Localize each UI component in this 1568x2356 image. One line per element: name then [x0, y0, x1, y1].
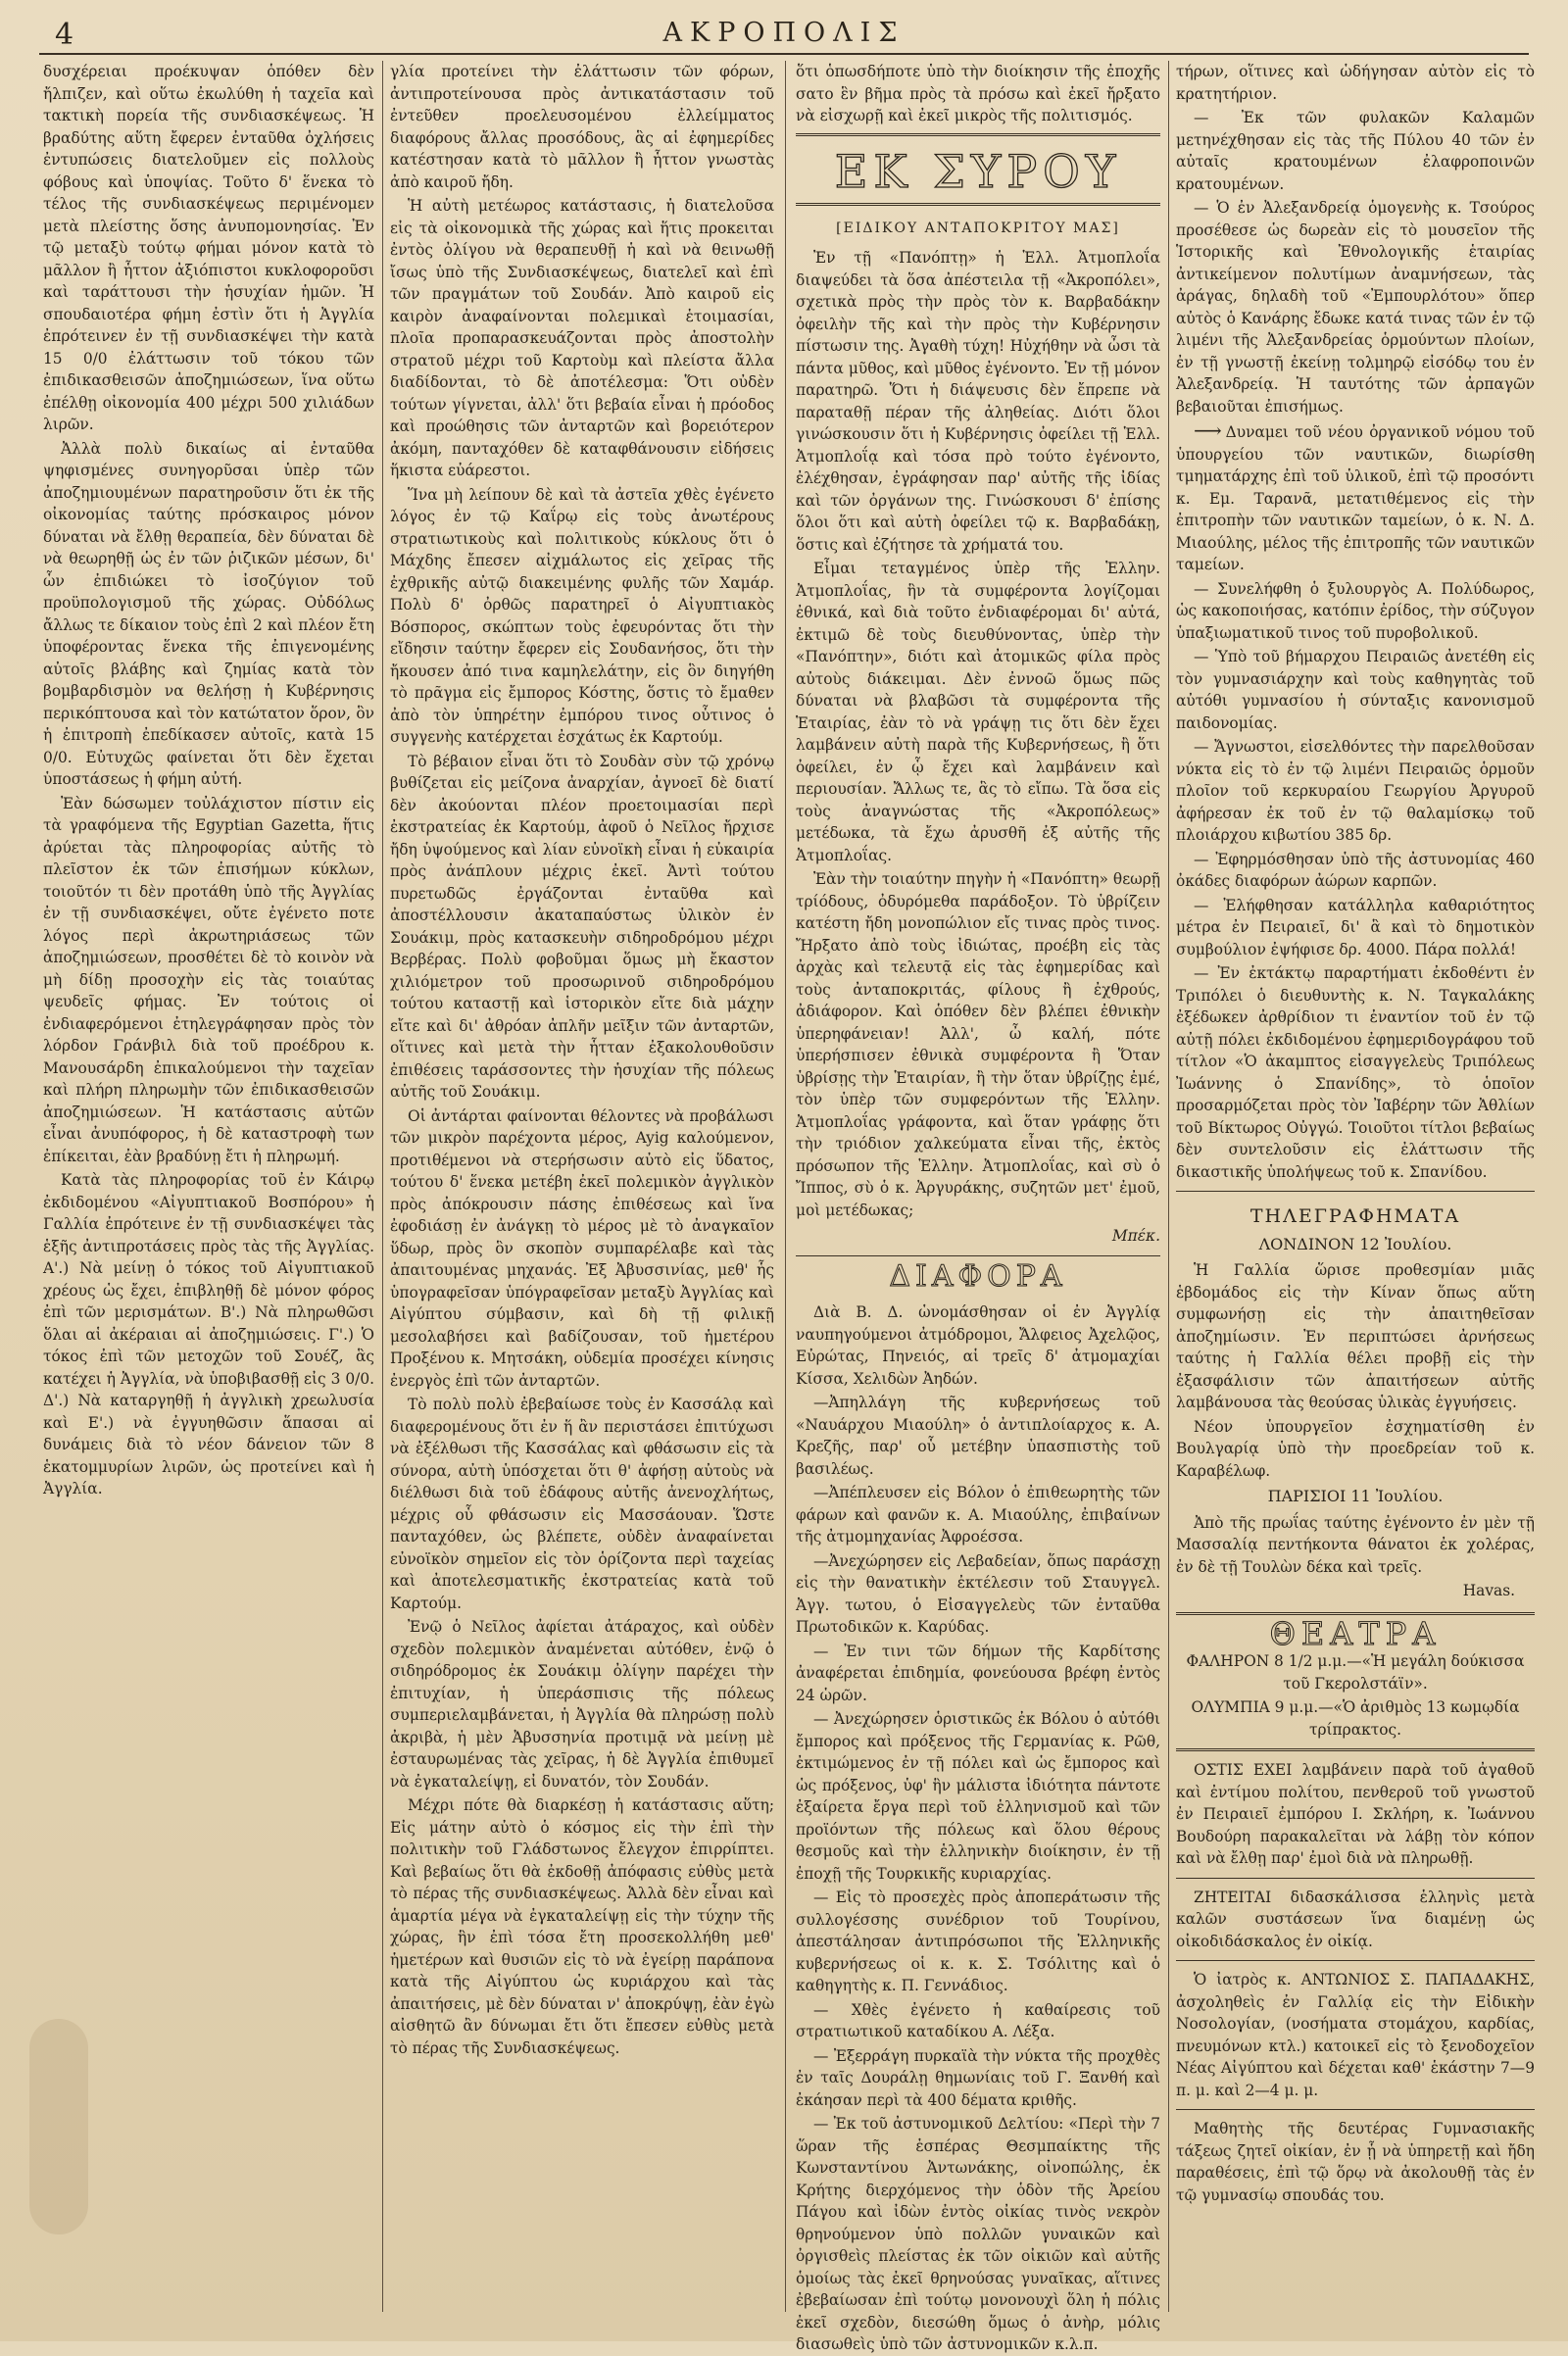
telegram-text: Ἀπὸ τῆς πρωΐας ταύτης ἐγένοντο ἐν μὲν τῇ Μασσαλίᾳ πεντήκοντα θάνατοι ἐκ χολέρας, ἐν δὲ τῇ Τουλὼν δέκα καὶ τρεῖς. — [1176, 1513, 1535, 1576]
news-brief: — Ἐλήφθησαν κατάλληλα καθαριότητος μέτρα ἐν Πειραιεῖ, δι' ἃ καὶ τὸ δημοτικὸν συμβούλιον ἐψήφισε δρ. 4000. Πάρα πολλά! — [1176, 896, 1535, 958]
article-paragraph: δυσχέρειαι προέκυψαν ὁπόθεν δὲν ἤλπιζεν, καὶ οὕτω ἐκωλύθη ἡ ταχεῖα καὶ τακτικὴ πορεία τῆς συνδιασκέψεως. Ἡ βραδύτης αὕτη ἔφερεν ἐνταῦθα ὀχλήσεις ἐντυπώσεις διατελοῦμεν εἰς πολλοὺς φόβους καὶ ὑποψίας. Τοῦτο δ' ἕνεκα τὸ τέλος τῆς συνδιασκέψεως περιμένομεν μετὰ πλείστης ὅσης ἀνυπομονησίας. Ἐν τῷ μεταξὺ τούτῳ φήμαι μόνον κατὰ τὸ μᾶλλον ἢ ἧττον ἀξιόπιστοι κυκλοφοροῦσι καὶ ταράττουσι τὴν ἡσυχίαν ἡμῶν. Ἡ σπουδαιοτέρα φήμη ἐστὶν ὅτι ἡ Ἀγγλία ἐπρότεινεν ἐν τῇ συνδιασκέψει τὴν κατὰ 15 0/0 ἐλάττωσιν τοῦ τόκου τῶν ἐπιδικασθεισῶν ἀποζημιώσεων, ἵνα οὕτω ἐπέλθῃ οἰκονομία 400 μέχρι 500 χιλιάδων λιρῶν. — [43, 63, 374, 433]
article-paragraph: Μέχρι πότε θὰ διαρκέσῃ ἡ κατάστασις αὕτη; Εἰς μάτην αὐτὸ ὁ κόσμος εἰς τὴν ἐπὶ τὴν πολιτικὴν τοῦ Γλάδστωνος ἔλεγχον ἐπιρρίπτει. Καὶ βεβαίως ὅτι θὰ ἐκδοθῇ ἀπόφασις εὐθὺς μετὰ τὸ πέρας τῆς συνδιασκέψεως. Ἀλλὰ δὲν εἶναι καὶ ἁμαρτία μέγα νὰ ἐγκαταλείψῃ εἰς τὴν τύχην τῆς χώρας, ἣν ἐπὶ τόσα ἔτη προσεκολλήθη μεθ' ἡμετέρων καὶ θυσιῶν εἰς τὸ νὰ ἐγείρῃ παράπονα κατὰ τῆς Αἰγύπτου ὡς κυριάρχου καὶ τὰς ἀπαιτήσεις, μὲ δὲν δύναται ν' ἀποκρύψῃ, ἐὰν ἐγὼ αἰσθητῶ ἂν δύνωμαι ἔτι ὅτι ἔπεσεν εὐθὺς μετὰ τὸ πέρας τῆς Συνδιασκέψεως. — [390, 1796, 774, 2057]
column-rule — [785, 61, 786, 2312]
correspondent-signoff: Μπέκ. — [1111, 1227, 1160, 1245]
article-paragraph: Ἐνῷ ὁ Νεῖλος ἀφίεται ἀτάραχος, καὶ οὐδὲν σχεδὸν πολεμικὸν ἀναμένεται αὐτόθεν, ἐνῷ ὁ σιδηρόδρομος ἐκ Σουάκιμ ὀλίγην παρέχει τὴν ἐπιτυχίαν, ἡ ὑπεράσπισις τῆς πόλεως συμπεριελαμβάνεται, ἡ Ἀγγλία θὰ πληρώσῃ πολὺ ἀκριβὰ, ἡ μὲν Ἀβυσσηνία προτιμᾷ νὰ μείνῃ μὲ ἐσταυρωμένας τὰς χεῖρας, ἡ δὲ Ἀγγλία ἐπιθυμεῖ νὰ ἐγκαταλείψῃ, εἰ δυνατόν, τὸν Σουδάν. — [390, 1618, 774, 1791]
news-brief: Διὰ Β. Δ. ὡνομάσθησαν οἱ ἐν Ἀγγλίᾳ ναυπηγούμενοι ἀτμόδρομοι, Ἄλφειος Ἀχελῷος, Εὐρώτας, Πηνειός, αἱ τρεῖς δ' ἀτμομαχίαι Κίσσα, Χελιδὼν Ἀηδών. — [796, 1303, 1160, 1388]
news-brief: — Συνελήφθη ὁ ξυλουργὸς Α. Πολύδωρος, ὡς κακοποιήσας, κατόπιν ἐρίδος, τὴν σύζυγον ὑπαξιωματικοῦ τινος τοῦ πυροβολικοῦ. — [1176, 579, 1535, 642]
column-rule — [382, 61, 383, 2312]
news-brief: — Εἰς τὸ προσεχὲς πρὸς ἀποπεράτωσιν τῆς συλλογέσσης συνέδριον τοῦ Τουρίνου, ἀπεστάλησαν ἀντιπρόσωποι τῆς Ἑλληνικῆς κυβερνήσεως οἱ κ. κ. Σ. Τσόλιτης καὶ ὁ καθηγητὴς κ. Π. Γεννάδιος. — [796, 1889, 1160, 1994]
article-paragraph: ὅτι ὁπωσδήποτε ὑπὸ τὴν διοίκησιν τῆς ἐποχῆς σατο ἓν βῆμα πρὸς τὰ πρόσω καὶ ἐκεῖ ἤρξατο νὰ εἰσχωρῇ καὶ ἐκεῖ μικρὸς τῆς πολιτισμός. — [796, 63, 1160, 124]
diafora-header — [796, 1258, 1160, 1294]
telegram-text: Ἡ Γαλλία ὥρισε προθεσμίαν μιᾶς ἑβδομάδος εἰς τὴν Κίναν ὅπως αὕτη συμφωνήσῃ εἰς τὴν ἀπαιτηθεῖσαν ἀποζημίωσιν. Ἐν περιπτώσει ἀρνήσεως ταύτης ἡ Γαλλία θέλει προβῇ εἰς τὴν ἐξασφάλισιν τῶν ἀπαιτήσεων αὐτῆς λαμβάνουσα τὰς θεούσας ὑλικὰς ἐγγυήσεις. — [1176, 1261, 1535, 1411]
article-paragraph: Ἐν τῇ «Πανόπτῃ» ἡ Ἑλλ. Ἀτμοπλοΐα διαψεύδει τὰ ὅσα ἀπέστειλα τῇ «Ἀκροπόλει», σχετικὰ πρὸς τὴν πρὸς τὸν κ. Βαρβαδάκην ὀφειλὴν τῆς καὶ τὴν πρὸς τὴν Κυβέρνησιν πίστωσιν της. Ἀγαθὴ τύχη! Ηὐχήθην νὰ ὦσι τὰ πάντα μῦθος, καὶ μῦθος ἐγένοντο. Ἐν τῇ μόνον παρατηρῶ. Ὅτι ἡ διάψευσις δὲν ἔπρεπε νὰ παραταθῇ πέραν τῆς ἀληθείας. Διότι ὅλοι γινώσκουσιν ὅτι ἡ Κυβέρνησις ὀφείλει τῇ Ἑλλ. Ἀτμοπλοΐᾳ καὶ τόσα πρὸ τούτο ἐγένοντο, ἐλέχθησαν, ἐγράφησαν παρ' αὐτῆς τῆς ἰδίας καὶ τῶν ὀργάνων της. Γινώσκουσι δ' ἐπίσης ὅλοι ὅτι καὶ αὐτὴ ὀφείλει τῷ κ. Βαρβαδάκῃ, ὅστις καὶ ἐζήτησε τὰ χρήματά του. — [796, 249, 1160, 554]
article-paragraph: Κατὰ τὰς πληροφορίας τοῦ ἐν Κάιρῳ ἐκδιδομένου «Αἰγυπτιακοῦ Βοσπόρου» ἡ Γαλλία ἐπρότεινε ἐν τῇ συνδιασκέψει τὰς ἑξῆς ἀντιπροτάσεις πρὸς τὰς τῆς Ἀγγλίας. Α'.) Νὰ μείνῃ ὁ τόκος τοῦ Αἰγυπτιακοῦ χρέους ὡς ἔχει, ἐπιβληθῇ δὲ μόνον φόρος ἐπὶ τῶν μερισμάτων. Β'.) Νὰ πληρωθῶσι ὅλαι αἱ ἀκέραιαι αἱ ἀποζημιώσεις. Γ'.) Ὁ τόκος ἐπὶ τῶν μετοχῶν τοῦ Σουέζ, ἃς κατέχει ἡ Ἀγγλία, νὰ ὑποβιβασθῇ εἰς 3 0/0. Δ'.) Νὰ καταργηθῇ ἡ ἀγγλικὴ χρεωλυσία καὶ Ε'.) νὰ ἐγγυηθῶσιν ἅπασαι αἱ δυνάμεις διὰ τὸ νέον δάνειον τῶν 8 ἑκατομμυρίων λιρῶν, ὡς προτείνει καὶ ἡ Ἀγγλία. — [43, 1171, 374, 1497]
classified-ad: ΟΣΤΙΣ ΕΧΕΙ λαμβάνειν παρὰ τοῦ ἀγαθοῦ καὶ ἐντίμου πολίτου, πενθεροῦ τοῦ γνωστοῦ ἐν Πειραιεῖ ἐμπόρου Ι. Σκλήρη, κ. Ἰωάννου Βουδούρη παρακαλεῖται νὰ λάβῃ τὸν κόπον καὶ νὰ ἔλθῃ παρ' ἐμοὶ διὰ νὰ πληρωθῇ. — [1176, 1761, 1535, 1867]
news-brief: — Ἄγνωστοι, εἰσελθόντες τὴν παρελθοῦσαν νύκτα εἰς τὸ ἐν τῷ λιμένι Πειραιῶς ὁρμοῦν πλοῖον τοῦ κερκυραίου Γεωργίου Ἀργυροῦ ἀφήρεσαν ἐκ τοῦ ἐν τῷ θαλαμίσκῳ τοῦ πλοιάρχου κιβωτίου 385 δρ. — [1176, 738, 1535, 844]
theatre-title: ΘΕΑΤΡΑ — [1269, 1614, 1442, 1652]
news-brief: —Ἀπέπλευσεν εἰς Βόλον ὁ ἐπιθεωρητὴς τῶν φάρων καὶ φανῶν κ. Α. Μιαούλης, ἐπιβαίνων τῆς ἀτμομηχανίας Ἀφροέσσα. — [796, 1484, 1160, 1546]
article-paragraph: Τὸ βέβαιον εἶναι ὅτι τὸ Σουδὰν σὺν τῷ χρόνῳ βυθίζεται εἰς μείζονα ἀναρχίαν, ἀγνοεῖ δὲ διατί δὲν ἀκούονται πλέον προετοιμασίαι περὶ ἐκστρατείας ἐκ Καρτούμ, ἀφοῦ ὁ Νεῖλος ἤρχισε ἤδη ὑψούμενος καὶ λίαν εὐνοϊκὴ εἶναι ἡ εὐκαιρία πρὸς ἀνάπλουν μέχρις ἐκεῖ. Ἀντὶ τούτου πυρετωδῶς ἐργάζονται ἐνταῦθα καὶ ἀποστέλλουσιν ἀκαταπαύστως ὑλικὸν ἐν Σουάκιμ, πρὸς κατασκευὴν σιδηροδρόμου μέχρι Βερβέρας. Πολὺ φοβοῦμαι ὅμως μὴ ἔκαστον χιλιόμετρον τοῦ προσωρινοῦ σιδηροδρόμου τούτου καταστῇ καὶ ἱστορικὸν εἴτε διὰ μάχην εἴτε καὶ δι' ἀθρόαν ἀπλῆν μεῖξιν τῶν ἀνταρτῶν, οἵτινες καὶ μετὰ τὴν ἧτταν ἐξακολουθοῦσιν ἐπιθέσεις ταράσσοντες τὴν ἡσυχίαν τῆς πόλεως αὐτῆς τοῦ Σουάκιμ. — [390, 752, 774, 1101]
classified-ad: Ὁ ἰατρὸς κ. ΑΝΤΩΝΙΟΣ Σ. ΠΑΠΑΔΑΚΗΣ, ἀσχοληθεὶς ἐν Γαλλίᾳ εἰς τὴν Εἰδικὴν Νοσολογίαν, (νοσήματα στομάχου, καρδίας, πνευμόνων κτλ.) κατοικεῖ εἰς τὸ ξενοδοχεῖον Νέας Αἰγύπτου καὶ δέχεται καθ' ἑκάστην 7—9 π. μ. καὶ 2—4 μ. μ. — [1176, 1971, 1535, 2099]
theatre-listing: ΦΑΛΗΡΟΝ 8 1/2 μ.μ.—«Ἡ μεγάλη δούκισσα τοῦ Γκερολστάϊν». — [1186, 1652, 1525, 1693]
article-paragraph: γλία προτείνει τὴν ἐλάττωσιν τῶν φόρων, ἀντιπροτείνουσα πρὸς ἀντικατάστασιν τοῦ ἐντεῦθεν προελευσομένου ἐλλείμματος διαφόρους ἄλλας προσόδους, ἃς αἱ ἐφημερίδες κατέστησαν κατὰ τὸ μᾶλλον ἢ ἧττον γνωστὰς ἀπὸ καιροῦ ἤδη. — [390, 63, 774, 191]
article-paragraph: Εἶμαι τεταγμένος ὑπὲρ τῆς Ἑλλην. Ἀτμοπλοΐας, ἣν τὰ συμφέροντα λογίζομαι ἐθνικά, καὶ διὰ τοῦτο ἐνδιαφέρομαι δι' αὐτά, ἐκτιμῶ δὲ τοὺς διευθύνοντας, ὑπὲρ τὴν «Πανόπτην», διότι καὶ ἀτομικῶς φίλα πρὸς αὐτοὺς διάκειμαι. Δὲν ἐννοῶ ὅμως πῶς δύναται νὰ βλαβῶσι τὰ συμφέροντα τῆς Ἑταιρίας, ἐὰν τὸ νὰ γράψῃ τις ὅτι δὲν ἔχει λαμβάνειν αὐτὴ παρὰ τῆς Κυβερνήσεως, ἢ ὅτι ὀφείλει, ἐν ᾧ ἔχει καὶ λαμβάνειν καὶ περιουσίαν. Ἄλλως τε, ἃς τὸ εἴπω. Τὰ ὅσα εἰς τοὺς ἀναγνώστας τῆς «Ἀκροπόλεως» μετέδωκα, τὰ ἔχω ἀρυσθῆ ἐξ αὐτῆς τῆς Ἀτμοπλοΐας. — [796, 560, 1160, 864]
page-header — [39, 12, 1529, 55]
article-paragraph: Ἐὰν δώσωμεν τοὐλάχιστον πίστιν εἰς τὰ γραφόμενα τῆς Egyptian Gazetta, ἥτις ἀρύεται τὰς πληροφορίας αὐτῆς τὸ πλεῖστον ἐκ τῶν ἐπισήμων κύκλων, τοιοῦτόν τι δὲν προτάθη ὑπὸ τῆς Ἀγγλίας ἐν τῇ συνδιασκέψει, οὔτε ἐγένετο ποτε λόγος περὶ ἀκρωτηριάσεως τῶν ἀποζημιώσεων, προσθέτει δὲ τὸ κοινὸν νὰ μὴ δίδῃ προσοχὴν εἰς τὰς τοιαύτας ψευδεῖς φήμας. Ἐν τούτοις οἱ ἐνδιαφερόμενοι ἐτηλεγράφησαν πρὸς τὸν λόρδον Γράνβιλ διὰ τοῦ προέδρου κ. Μανουσάρδη ἐπικαλούμενοι τὴν ταχεῖαν καὶ πλήρη πληρωμὴν τῶν ἐπιδικασθεισῶν ἀποζημιώσεων. Ἡ κατάστασις αὐτῶν εἶναι ἀνυπόφορος, ἡ δὲ καταστροφὴ των ἐπίκειται, ἐὰν βραδύνῃ ἔτι ἡ πληρωμή. — [43, 794, 374, 1165]
news-brief: — Ἐκ τῶν φυλακῶν Καλαμῶν μετηνέχθησαν εἰς τὰς τῆς Πύλου 40 τῶν ἐν αὐταῖς κρατουμένων ἐλαφροποινῶν κρατουμένων. — [1176, 109, 1535, 193]
divider — [1176, 1960, 1535, 1961]
section-subtitle: [ΕΙΔΙΚΟΥ ΑΝΤΑΠΟΚΡΙΤΟΥ ΜΑΣ] — [836, 220, 1120, 236]
article-paragraph: Ἀλλὰ πολὺ δικαίως αἱ ἐνταῦθα ψηφισμένες συνηγορῦσαι ὑπὲρ τῶν ἀποζημιουμένων παρατηροῦσιν ὅτι ἐκ τῆς οἰκονομίας ταύτης πρόσκαιρος μόνον δύναται νὰ ἔλθῃ θεραπεία, δὲν δύναται δὲ νὰ θεωρηθῇ ὡς ἐν τῶν ῥιζικῶν μέσων, δι' ὧν ἐπιδιώκει τὸ ἰσοζύγιον τοῦ προϋπολογισμοῦ τῆς χώρας. Οὐδόλως ἄλλως τε δίκαιον τοὺς ἐπὶ 2 καὶ πλέον ἔτη ὑποφέροντας ἕνεκα τῆς ἐπιγενομένης αὐτοῖς βλάβης καὶ ζημίας κατὰ τὸν βομβαρδισμὸν να θελήσῃ ἡ Κυβέρνησις περικόπτουσα καὶ τὸν κατώτατον ὅρον, ὃν ἡ ἐπιτροπὴ ἐπεδίκασεν αὐτοῖς, κατὰ 15 0/0. Εὐτυχῶς φαίνεται ὅτι δὲν ἔχεται ὑποστάσεως ἡ φήμη αὐτή. — [43, 439, 374, 788]
divider — [1176, 1191, 1535, 1192]
page-number: 4 — [55, 18, 74, 52]
article-paragraph: Ἵνα μὴ λείπουν δὲ καὶ τὰ ἀστεῖα χθὲς ἐγένετο λόγος ἐν τῷ Καΐρῳ εἰς τοὺς ἀνωτέρους στρατιωτικοὺς καὶ πολιτικοὺς κύκλους ὅτι ὁ Μάχδης ἔπεσεν αἰχμάλωτος εἰς χεῖρας τῆς ἐχθρικῆς αὐτῷ διακειμένης φυλῆς τῶν Χαμάρ. Πολὺ δ' ὀρθῶς παρατηρεῖ ὁ Αἰγυπτιακὸς Βόσπορος, σκώπτων τοὺς ἐφευρόντας ὅτι τὴν εἴδησιν ταύτην ἔφερεν εἰς Σουδανήσος, ὅτι τὴν ἤκουσεν ἀπό τινα καμηλελάτην, εἰς ὃν διηγήθη τὸ πρᾶγμα εἰς ἔμπορος Κόστης, ὅστις τὸ ἔμαθεν ἀπὸ τὸν ὑπηρέτην ἐμπόρου τινος οὗτινος ὁ συγγενὴς κατέρχεται ἐσχάτως ἐκ Καρτούμ. — [390, 485, 774, 746]
news-brief: — Χθὲς ἐγένετο ἡ καθαίρεσις τοῦ στρατιωτικοῦ καταδίκου Α. Λέξα. — [796, 2000, 1160, 2040]
telegrams-title: ΤΗΛΕΓΡΑΦΗΜΑΤΑ — [1250, 1205, 1461, 1227]
news-brief: — Ἐκ τοῦ ἀστυνομικοῦ Δελτίου: «Περὶ τὴν 7 ὥραν τῆς ἑσπέρας Θεσμπαίκτης τῆς Κωνσταντίνου Ἀντωνάκης, οἰνοπώλης, ἐκ Κρήτης διερχόμενος τὴν ὁδὸν τῆς Ἀρείου Πάγου καὶ ἰδὼν ἐντὸς οἰκίας τινὸς νεκρὸν θρηνούμενον ὑπὸ πολλῶν γυναικῶν καὶ ὀργισθεὶς πλείστας ἐκ τῶν οἰκιῶν καὶ αὐτῆς ὁμοίως τὰς ἐκεῖ θρηνούσας γυναῖκας, αἵτινες ἐβεβαίωσαν ἐπὶ τούτῳ μονονουχὶ ὅλη ἡ πόλις ἐκεῖ σχεδὸν, διεσώθη ὅμως ὁ ἀνὴρ, μόλις διασωθεὶς ὑπὸ τῶν ἀστυνομικῶν κ.λ.π. — [796, 2115, 1160, 2353]
telegram-text: Νέον ὑπουργεῖον ἐσχηματίσθη ἐν Βουλγαρίᾳ ὑπὸ τὴν προεδρείαν τοῦ κ. Καραβέλωφ. — [1176, 1417, 1535, 1480]
divider — [1176, 2109, 1535, 2110]
syros-section-header — [796, 133, 1160, 210]
news-brief: —Ἀπηλλάγη τῆς κυβερνήσεως τοῦ «Ναυάρχου Μιαούλη» ὁ ἀντιπλοίαρχος κ. Α. Κρεζῆς, παρ' οὗ μετέβην ὑπασπιστὴς τοῦ βασιλέως. — [796, 1394, 1160, 1478]
news-brief: τήρων, οἵτινες καὶ ὡδήγησαν αὐτὸν εἰς τὸ κρατητήριον. — [1176, 63, 1535, 103]
news-brief: — Ὁ ἐν Ἀλεξανδρείᾳ ὁμογενὴς κ. Τσούρος προσέθεσε ὡς δωρεὰν εἰς τὸ μουσεῖον τῆς Ἱστορικῆς καὶ Ἐθνολογικῆς ἑταιρίας ἀντικείμενον πολυτίμων ἀναμνήσεων, τὰς ἀράγας, δηλαδὴ τοῦ «Ἐμπουρλότου» ὅπερ αὐτὸς ὁ Κανάρης ἔδωκε κατά τινας τῶν ἐν τῷ λιμένι τῆς Ἀλεξανδρείας ὁρμούντων πλοίων, ἐν τῇ γνωστῇ ἐκείνῃ τολμηρῷ εἰσόδῳ του ἐν Ἀλεξανδρείᾳ. Ἡ ταυτότης τῶν ἀρπαγῶν βεβαιοῦται ἐπισήμως. — [1176, 199, 1535, 416]
divider — [1176, 1878, 1535, 1879]
section-title: ΕΚ ΣΥΡΟΥ — [796, 144, 1160, 206]
column-1 — [43, 61, 374, 2312]
divider — [1176, 1748, 1535, 1751]
column-4 — [1176, 61, 1535, 2312]
article-paragraph: Οἱ ἀντάρται φαίνονται θέλοντες νὰ προβάλωσι τῶν μικρὸν παρέχοντα μέρος, Ayig καλούμενον, προτιθέμενοι νὰ στερήσωσιν αὐτὸ εἰς ὕδατος, τούτου δ' ἕνεκα μετέβη ἐκεῖ πολεμικὸν ἀγγλικὸν πρὸς ἀπόκρουσιν πάσης ἐπιθέσεως καὶ ἵνα ἐφοδιάσῃ ἐν ἀνάγκῃ τὸ μέρος μὲ τὸ ἀναγκαῖον ὕδωρ, πρὸς ὃν σκοπὸν συμπαρέλαβε καὶ τὰς ἀπαιτουμένας μηχανάς. Ἐξ Ἀβυσσινίας, μεθ' ἧς ὑπογραφεῖσαν ὑπόγραφεῖσαν μεταξὺ Ἀγγλίας καὶ Αἰγύπτου σύμβασιν, καὶ δὴ τῇ φιλικῇ μεσολαβήσει καὶ βαδίζουσαν, τοῦ ἡμετέρου Προξένου κ. Μητσάκη, οὐδεμία προσέχει κίνησις ἐνεργὸς ἐπὶ τῶν ἀνταρτῶν. — [390, 1106, 774, 1390]
article-paragraph: Ἐὰν τὴν τοιαύτην πηγὴν ἡ «Πανόπτη» θεωρῇ τρίόδους, ὀδυρόμεθα παράδοξον. Τὸ ὑβρίζειν κατέστη ἤδη μονοπώλιον εἴς τινας πρὸς τινος. Ἤρξατο ἀπὸ τοὺς ἰδιώτας, προέβη εἰς τὰς ἀρχὰς καὶ τελευτᾷ εἰς τὰς ἐφημερίδας καὶ τοὺς ἀνταποκριτάς, φίλους ἢ ἐχθρούς, ἀδιάφορον. Καὶ ὁπόθεν δὲν βλέπει ἐθνικὴν ὑπερηφάνειαν! Ἀλλ', ὦ καλή, πότε ὑπερήσπισεν ἐθνικὰ συμφέροντα ἢ Ὅταν ὑβρίσῃς τὴν Ἑταιρίαν, ἢ τὴν ὅταν ὑβρίζῃς ἐμέ, τὸν ὑπὲρ τῶν συμφερόντων τῆς Ἑλλην. Ἀτμοπλοΐας γράφοντα, καὶ ὅταν γράφῃς ὅτι τὴν τριόδιον χαλκεύματα εἶναι τῆς, ἐκτὸς πρόσωπον τῆς Ἑλλην. Ἀτμοπλοΐας, καὶ σὺ ὁ Ἴππος, σὺ ὁ κ. Ἀργυράκης, συζητῶν μετ' ἐμοῦ, μοὶ μετέδωκας; — [796, 870, 1160, 1219]
paris-dateline: ΠΑΡΙΣΙΟΙ 11 Ἰουλίου. — [1267, 1487, 1444, 1505]
news-brief: — Ἀνεχώρησεν ὁριστικῶς ἐκ Βόλου ὁ αὐτόθι ἔμπορος καὶ πρόξενος τῆς Γερμανίας κ. Ρῶθ, ἐκτιμώμενος ἐν τῇ πόλει καὶ ὡς ἔμπορος καὶ ὡς πρόξενος, ὑφ' ἣν μάλιστα ἰδιότητα πάντοτε ἐξαίρετα ἔργα περὶ τοῦ ἑλληνισμοῦ καὶ τῶν προϊόντων τῆς πόλεως καὶ ὅλου θέρους θεσμοῦς καὶ τὴν ἑλληνικὴν διοίκησιν, ἐν τῇ ἐποχῇ τῆς Τουρκικῆς κυριαρχίας. — [796, 1710, 1160, 1883]
news-brief: —Ἀνεχώρησεν εἰς Λεβαδείαν, ὅπως παράσχῃ εἰς τὴν θανατικὴν ἐκτέλεσιν τοῦ Σταυγγελ. Ἀγγ. τωτου, ὁ Εἰσαγγελεὺς τῶν ἐνταῦθα Πρωτοδικῶν κ. Καρύδας. — [796, 1551, 1160, 1636]
news-brief: — Ἐν τινι τῶν δήμων τῆς Καρδίτσης ἀναφέρεται ἐπιδημία, φονεύουσα βρέφη ἐντὸς 24 ὡρῶν. — [796, 1642, 1160, 1704]
london-dateline: ΛΟΝΔΙΝΟΝ 12 Ἰουλίου. — [1258, 1234, 1452, 1253]
news-brief: — Ὑπὸ τοῦ βήμαρχου Πειραιῶς ἀνετέθη εἰς τὸν γυμνασιάρχην καὶ τοὺς καθηγητὰς τοῦ αὐτόθι γυμνασίου ἡ σύνταξις κανονισμοῦ παιδονομίας. — [1176, 648, 1535, 732]
theatre-listing: ΟΛΥΜΠΙΑ 9 μ.μ.—«Ὁ ἀριθμὸς 13 κωμῳδία τρίπρακτος. — [1191, 1698, 1520, 1739]
news-brief-text: Δυναμει τοῦ νέου ὀργανικοῦ νόμου τοῦ ὑπουργείου τῶν ναυτικῶν, διωρίσθη τμηματάρχης ἐπὶ τοῦ ὑλικοῦ, ἐπὶ τῷ προσόντι κ. Εμ. Ταρανᾶ, μετατιθέμενος εἰς τὴν ἐπιτροπὴν τῶν ναυτικῶν ταμείων, ὁ κ. Ν. Δ. Μιαούλης, μέλος τῆς ἐπιτροπῆς τῶν ναυτικῶν ταμείων. — [1176, 423, 1535, 573]
news-brief: — Ἐν ἐκτάκτῳ παραρτήματι ἐκδοθέντι ἐν Τριπόλει ὁ διευθυντὴς κ. Ν. Ταγκαλάκης ἐξέδωκεν ἀρθρίδιον τι ἐναντίον τοῦ ἐν τῷ αὐτῇ πόλει ἐκδιδομένου ἐφημεριδογράφου τοῦ τίτλον «Ὁ ἀκαμπτος εἰσαγγελεὺς Τριπόλεως Ἰωάννης ὁ Σπανίδης», τὸ ὁποῖον προσαρμόζεται πρὸς τὸν Ἰαβέρην τῶν Ἀθλίων τοῦ Βίκτωρος Οὐγγώ. Τοιοῦτοι τίτλοι βεβαίως δὲν συντελοῦσιν εἰς ἐλάττωσιν τῆς δικαστικῆς ὑπολήψεως τοῦ κ. Σπανίδου. — [1176, 964, 1535, 1181]
section-title: ΔΙΑΦΟΡΑ — [889, 1258, 1067, 1294]
news-brief — [1176, 419, 1535, 576]
divider — [796, 1255, 1160, 1256]
column-rule — [1168, 61, 1169, 2312]
hand-arrow-icon: ⟶ — [1194, 418, 1222, 442]
masthead-title: ΑΚΡΟΠΟΛΙΣ — [662, 18, 906, 48]
news-brief: — Ἐφηρμόσθησαν ὑπὸ τῆς ἀστυνομίας 460 ὀκάδες διαφόρων ἀώρων καρπῶν. — [1176, 850, 1535, 890]
news-brief: — Ἐξερράγη πυρκαϊὰ τὴν νύκτα τῆς προχθὲς ἐν ταῖς Δουράλῃ θημωνίαις τοῦ Γ. Ξανθή καὶ ἐκάησαν περὶ τὰ 400 δέματα κριθῆς. — [796, 2046, 1160, 2109]
column-3 — [796, 61, 1160, 2353]
telegram-source: Havas. — [1462, 1582, 1515, 1599]
article-paragraph: Ἡ αὐτὴ μετέωρος κατάστασις, ἡ διατελοῦσα εἰς τὰ οἰκονομικὰ τῆς χώρας καὶ ἥτις προκειται ἐντὸς ὀλίγου νὰ θεραπευθῇ ἡ καὶ νὰ θεινωθῇ ἴσως ὑπὸ τῆς Συνδιασκέψεως, διατελεῖ καὶ ἐπὶ τῶν πραγμάτων τοῦ Σουδάν. Ἀπὸ καιροῦ εἰς καιρὸν ἀναφαίνονται πολεμικαὶ ἑτοιμασίαι, πλοῖα προπαρασκευάζονται πρὸς ἀποστολὴν στρατοῦ μέχρι τοῦ Καρτοὺμ καὶ πλείστα ἄλλα διαδίδονται, τὸ δὲ ἀποτέλεσμα: Ὅτι οὐδὲν τούτων γίγνεται, ἀλλ' ὅτι βεβαία εἶναι ἡ πρόοδος καὶ προώθησις τῶν ἀνταρτῶν καὶ βορειότερον ἀκόμη, πανταχόθεν δὲ καταφθάνουσιν εἰδήσεις ἥκιστα εὐάρεστοι. — [390, 197, 774, 479]
column-2 — [390, 61, 774, 2312]
classified-ad: ΖΗΤΕΙΤΑΙ διδασκάλισσα ἑλληνὶς μετὰ καλῶν συστάσεων ἵνα διαμένῃ ὡς οἰκοδιδάσκαλος ἐν οἰκίᾳ. — [1176, 1888, 1535, 1950]
article-paragraph: Τὸ πολὺ πολὺ ἐβεβαίωσε τοὺς ἐν Κασσάλᾳ καὶ διαφερομένους ὅτι ἐν ἥ ἂν περιστάσει ἐπιτύχωσι νὰ ἐξέλθωσι τῆς Κασσάλας καὶ φθάσωσιν εἰς τὰ σύνορα, αὐτὴ ὑπόσχεται ὅτι θ' ἀφήσῃ αὐτοὺς νὰ διέλθωσι διὰ τοῦ ἐδάφους αὐτῆς ἀνενοχλήτως, μέχρις οὗ φθάσωσιν εἰς Μασσάουαν. Ὥστε πανταχόθεν, ὡς βλέπετε, οὐδὲν ἀναφαίνεται εὐνοϊκὸν σημεῖον εἰς τὸν ὁρίζοντα περὶ ταχείας καὶ ἀποτελεσματικῆς ἐκστρατείας κατὰ τοῦ Καρτούμ. — [390, 1396, 774, 1612]
classified-ad: Μαθητὴς τῆς δευτέρας Γυμνασιακῆς τάξεως ζητεῖ οἰκίαν, ἐν ᾗ νὰ ὑπηρετῇ καὶ ἤδη παραθέσεις, ἐπὶ τῷ ὅρῳ νὰ ἀκολουθῇ τὰς ἐν τῷ γυμνασίῳ σπουδάς του. — [1176, 2120, 1535, 2204]
